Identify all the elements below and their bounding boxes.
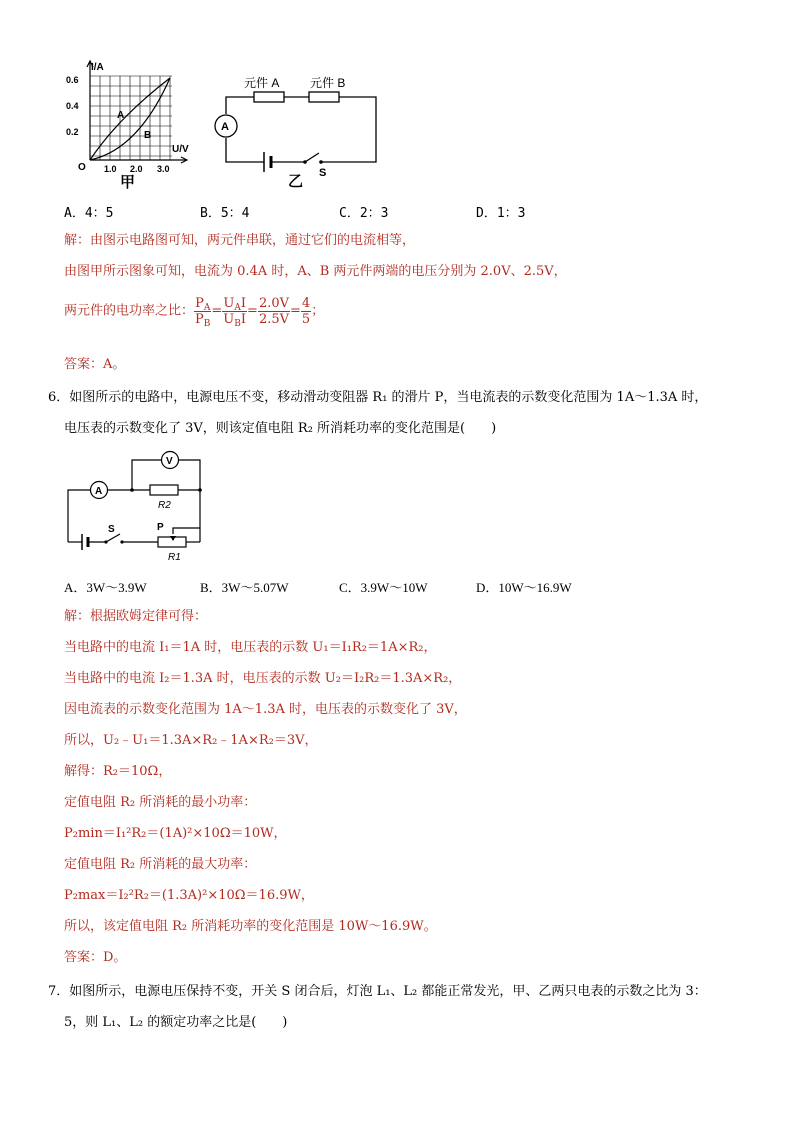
solution-line: 解：根据欧姆定律可得： bbox=[64, 609, 208, 624]
switch-label: S bbox=[319, 167, 327, 179]
solution-line: 因电流表的示数变化范围为 1A～1.3A 时，电压表的示数变化了 3V， bbox=[64, 702, 467, 717]
option-c: C．2：3 bbox=[339, 206, 389, 221]
solution-line: 所以，U₂﹣U₁＝1.3A×R₂﹣1A×R₂＝3V， bbox=[64, 733, 318, 748]
solution-line: P₂max＝I₂²R₂＝(1.3A)²×10Ω＝16.9W， bbox=[64, 888, 314, 903]
iu-graph bbox=[60, 56, 200, 191]
question-stem: 6．如图所示的电路中，电源电压不变，移动滑动变阻器 R₁ 的滑片 P，当电流表的示数变化范围为 1A～1.3A 时， bbox=[48, 390, 708, 405]
slider-label: P bbox=[157, 522, 164, 533]
solution-line: 定值电阻 R₂ 所消耗的最大功率： bbox=[64, 857, 257, 872]
option-d: D．10W～16.9W bbox=[476, 580, 572, 595]
x-tick: 2.0 bbox=[130, 164, 143, 174]
solution-line: 定值电阻 R₂ 所消耗的最小功率： bbox=[64, 795, 257, 810]
component-a-label: 元件 A bbox=[244, 76, 280, 90]
y-tick: 0.2 bbox=[66, 127, 79, 137]
option-b: B．5：4 bbox=[200, 206, 250, 221]
solution-formula: 两元件的电功率之比： $\frac{P_A}{P_B}$ = $\frac{U_AI}{U_BI}$ = $\frac{2.0V}{2.5V}$ = $\frac{4}{5}$ ； bbox=[64, 296, 325, 329]
voltmeter-label: V bbox=[166, 456, 173, 467]
solution-line: P₂min＝I₁²R₂＝(1A)²×10Ω＝10W， bbox=[64, 826, 287, 841]
answer: 答案：A。 bbox=[64, 357, 126, 372]
option-b: B．3W～5.07W bbox=[200, 580, 289, 595]
switch-label: S bbox=[108, 524, 115, 535]
solution-line: 当电路中的电流 I₁＝1A 时，电压表的示数 U₁＝I₁R₂＝1A×R₂， bbox=[64, 640, 437, 655]
question-stem: 7．如图所示，电源电压保持不变，开关 S 闭合后，灯泡 L₁、L₂ 都能正常发光，甲、乙两只电表的示数之比为 3： bbox=[48, 984, 707, 999]
y-axis-label: I/A bbox=[91, 62, 104, 73]
rheostat-circuit bbox=[60, 446, 210, 566]
ammeter-label: A bbox=[95, 486, 103, 497]
fraction: $\frac{4}{5}$ bbox=[301, 296, 311, 327]
x-axis-label: U/V bbox=[172, 144, 189, 155]
question-stem: 电压表的示数变化了 3V，则该定值电阻 R₂ 所消耗功率的变化范围是( ) bbox=[64, 421, 497, 436]
y-tick: 0.6 bbox=[66, 75, 79, 85]
fraction: $\frac{2.0V}{2.5V}$ bbox=[258, 296, 289, 327]
series-circuit bbox=[206, 72, 382, 190]
r2-resistor bbox=[150, 485, 178, 495]
component-b-label: 元件 B bbox=[310, 76, 346, 90]
solution-line: 当电路中的电流 I₂＝1.3A 时，电压表的示数 U₂＝I₂R₂＝1.3A×R₂， bbox=[64, 671, 462, 686]
solution-line: 解：由图示电路图可知，两元件串联，通过它们的电流相等， bbox=[64, 233, 416, 248]
r2-label: R2 bbox=[158, 500, 171, 511]
answer: 答案：D。 bbox=[64, 950, 127, 965]
question-stem: 5，则 L₁、L₂ 的额定功率之比是( ) bbox=[64, 1015, 288, 1030]
curve-a-label: A bbox=[117, 110, 125, 121]
fraction: $\frac{P_A}{P_B}$ bbox=[195, 296, 211, 329]
solution-line: 解得：R₂＝10Ω， bbox=[64, 764, 172, 779]
origin-label: O bbox=[78, 162, 86, 173]
figure-caption: 甲 bbox=[120, 174, 136, 191]
solution-line: 由图甲所示图象可知，电流为 0.4A 时，A、B 两元件两端的电压分别为 2.0V、2.5V， bbox=[64, 264, 567, 279]
formula-intro: 两元件的电功率之比： bbox=[64, 303, 195, 319]
option-a: A．3W～3.9W bbox=[64, 580, 147, 595]
x-tick: 1.0 bbox=[104, 164, 117, 174]
option-c: C．3.9W～10W bbox=[339, 580, 428, 595]
component-a-resistor bbox=[254, 92, 284, 102]
option-a: A．4：5 bbox=[64, 206, 114, 221]
solution-line: 所以，该定值电阻 R₂ 所消耗功率的变化范围是 10W～16.9W。 bbox=[64, 919, 437, 934]
component-b-resistor bbox=[309, 92, 339, 102]
curve-b-label: B bbox=[144, 130, 152, 141]
ammeter-label: A bbox=[221, 121, 229, 133]
fraction: $\frac{U_AI}{U_BI}$ bbox=[223, 296, 247, 329]
option-d: D．1：3 bbox=[476, 206, 526, 221]
y-tick: 0.4 bbox=[66, 101, 79, 111]
r1-label: R1 bbox=[168, 552, 181, 563]
x-tick: 3.0 bbox=[157, 164, 170, 174]
graph-grid bbox=[90, 76, 172, 160]
figure-caption: 乙 bbox=[288, 173, 304, 190]
